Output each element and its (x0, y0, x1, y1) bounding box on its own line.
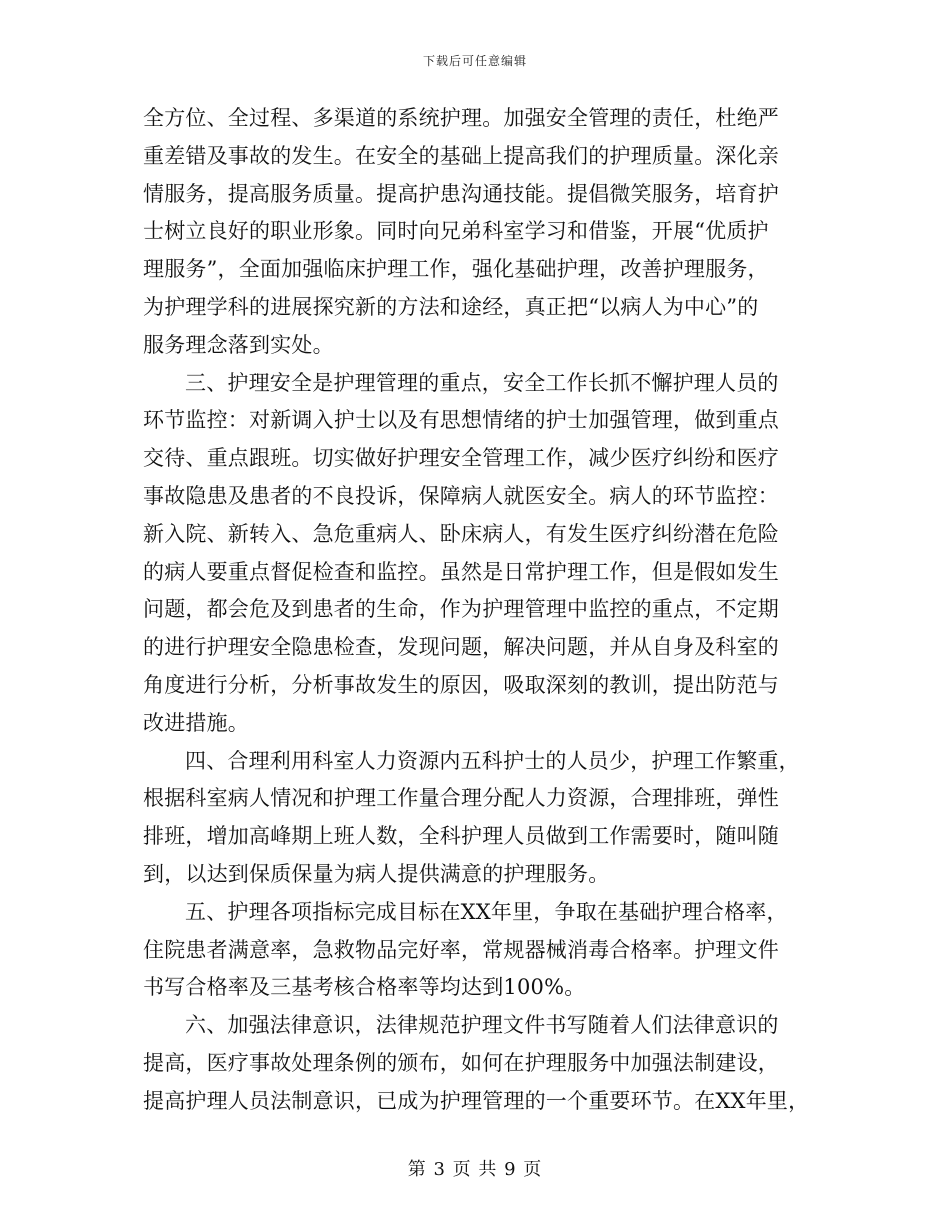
text-line: 四、合理利用科室人力资源内五科护士的人员少，护理工作繁重， (185, 748, 800, 773)
text-line: 的病人要重点督促检查和监控。虽然是日常护理工作，但是假如发生 (143, 559, 779, 584)
text-line: 问题，都会危及到患者的生命，作为护理管理中监控的重点，不定期 (143, 597, 779, 622)
text-line: 为护理学科的进展探究新的方法和途经，真正把“以病人为中心”的 (143, 294, 759, 319)
text-line: 事故隐患及患者的不良投诉，保障病人就医安全。病人的环节监控： (143, 483, 779, 508)
text-line: 提高护理人员法制意识，已成为护理管理的一个重要环节。在XX年里， (143, 1088, 810, 1113)
text-line: 排班，增加高峰期上班人数，全科护理人员做到工作需要时，随叫随 (143, 824, 779, 849)
paragraph-targets (143, 894, 813, 1007)
text-line: 重差错及事故的发生。在安全的基础上提高我们的护理质量。深化亲 (143, 143, 779, 168)
text-line: 六、加强法律意识，法律规范护理文件书写随着人们法律意识的 (185, 1013, 779, 1038)
text-line: 到，以达到保质保量为病人提供满意的护理服务。 (143, 861, 610, 886)
text-line: 环节监控：对新调入护士以及有思想情绪的护士加强管理，做到重点 (143, 408, 779, 433)
text-line: 的进行护理安全隐患检查，发现问题，解决问题，并从自身及科室的 (143, 635, 779, 660)
text-line: 角度进行分析，分析事故发生的原因，吸取深刻的教训，提出防范与 (143, 672, 779, 697)
page-header: 下载后可任意编辑 (422, 54, 527, 68)
text-line: 提高，医疗事故处理条例的颁布，如何在护理服务中加强法制建设， (143, 1050, 779, 1075)
paragraph-continuation (143, 100, 813, 365)
paragraph-safety (143, 365, 813, 743)
text-line: 住院患者满意率，急救物品完好率，常规器械消毒合格率。护理文件 (143, 937, 779, 962)
text-line: 情服务，提高服务质量。提高护患沟通技能。提倡微笑服务，培育护 (143, 181, 779, 206)
text-line: 三、护理安全是护理管理的重点，安全工作长抓不懈护理人员的 (185, 370, 779, 395)
text-line: 服务理念落到实处。 (143, 332, 334, 357)
page-footer: 第 3 页 共 9 页 (407, 1159, 543, 1180)
document-body (143, 100, 813, 1121)
text-line: 书写合格率及三基考核合格率等均达到100%。 (143, 975, 586, 1000)
text-line: 改进措施。 (143, 710, 249, 735)
text-line: 全方位、全过程、多渠道的系统护理。加强安全管理的责任，杜绝严 (143, 106, 779, 130)
text-line: 交待、重点跟班。切实做好护理安全管理工作，减少医疗纠纷和医疗 (143, 446, 779, 471)
text-line: 五、护理各项指标完成目标在XX年里，争取在基础护理合格率， (185, 899, 788, 924)
paragraph-staffing (143, 743, 813, 894)
text-line: 士树立良好的职业形象。同时向兄弟科室学习和借鉴，开展“优质护 (143, 219, 769, 244)
text-line: 理服务”，全面加强临床护理工作，强化基础护理，改善护理服务， (143, 257, 769, 282)
text-line: 新入院、新转入、急危重病人、卧床病人，有发生医疗纠纷潜在危险 (143, 521, 779, 546)
text-line: 根据科室病人情况和护理工作量合理分配人力资源，合理排班，弹性 (143, 786, 779, 811)
paragraph-legal (143, 1007, 813, 1120)
